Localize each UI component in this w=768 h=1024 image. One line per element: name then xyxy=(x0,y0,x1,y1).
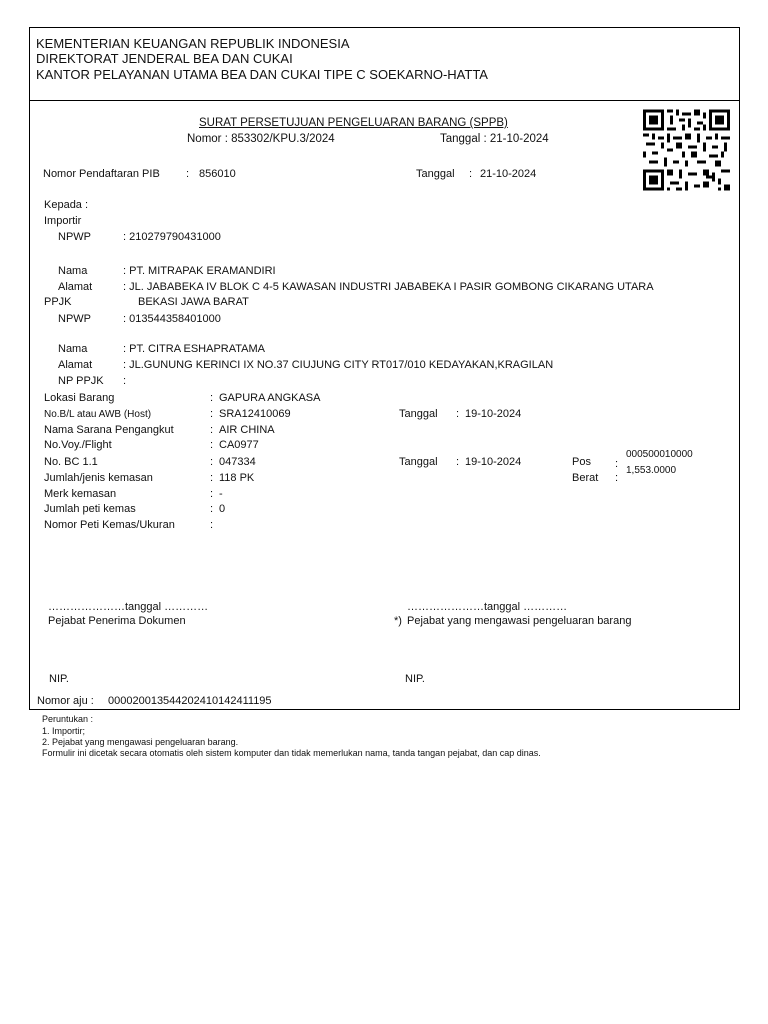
bl-awb-value: SRA12410069 xyxy=(219,408,291,420)
importir-alamat-value-line2: BEKASI JAWA BARAT xyxy=(138,296,249,308)
document-title: SURAT PERSETUJUAN PENGELUARAN BARANG (SPPB) xyxy=(199,117,508,129)
pib-date-value: 21-10-2024 xyxy=(480,168,537,180)
kepada-label: Kepada : xyxy=(44,199,89,211)
peruntukan-item-1: 1. Importir; xyxy=(42,726,86,736)
voy-flight-label: No.Voy./Flight xyxy=(44,439,112,451)
np-ppjk-label: NP PPJK xyxy=(58,375,104,387)
importir-npwp-label: NPWP xyxy=(58,231,91,243)
jumlah-peti-kemas-label: Jumlah peti kemas xyxy=(44,503,136,515)
pib-date-label: Tanggal xyxy=(416,168,455,180)
merk-kemasan-colon: : xyxy=(210,488,214,500)
right-signature-star: *) xyxy=(394,615,402,627)
office-name: KANTOR PELAYANAN UTAMA BEA DAN CUKAI TIPE C SOEKARNO-HATTA xyxy=(36,67,488,82)
directorate-name: DIREKTORAT JENDERAL BEA DAN CUKAI xyxy=(36,51,293,66)
ppjk-nama-label: Nama xyxy=(58,343,88,355)
ppjk-npwp-label: NPWP xyxy=(58,313,91,325)
nomor-aju-label: Nomor aju : xyxy=(37,695,94,707)
bl-date-value: 19-10-2024 xyxy=(465,408,522,420)
importir-npwp-value: : 210279790431000 xyxy=(123,231,221,243)
right-signature-title: Pejabat yang mengawasi pengeluaran barang xyxy=(407,615,632,627)
right-nip-label: NIP. xyxy=(405,673,425,685)
nomor-aju-value: 000020013544202410142411195 xyxy=(108,695,272,707)
left-signature-title: Pejabat Penerima Dokumen xyxy=(48,615,186,627)
berat-value: 1,553.0000 xyxy=(626,465,677,476)
pos-colon: : xyxy=(615,458,619,470)
lokasi-barang-value: GAPURA ANGKASA xyxy=(219,392,321,404)
bl-date-colon: : xyxy=(456,408,460,420)
ppjk-alamat-value: : JL.GUNUNG KERINCI IX NO.37 CIUJUNG CITY RT017/010 KEDAYAKAN,KRAGILAN xyxy=(123,359,554,371)
jumlah-kemasan-colon: : xyxy=(210,472,214,484)
pib-number-value: 856010 xyxy=(199,168,236,180)
ppjk-alamat-label: Alamat xyxy=(58,359,93,371)
sarana-pengangkut-value: AIR CHINA xyxy=(219,424,275,436)
document-number: Nomor : 853302/KPU.3/2024 xyxy=(187,133,335,145)
lokasi-barang-label: Lokasi Barang xyxy=(44,392,115,404)
voy-flight-colon: : xyxy=(210,439,214,451)
left-nip-label: NIP. xyxy=(49,673,69,685)
bl-date-label: Tanggal xyxy=(399,408,438,420)
peruntukan-heading: Peruntukan : xyxy=(42,714,94,724)
berat-colon: : xyxy=(615,472,619,484)
right-signature-date: …………………tanggal ………… xyxy=(407,601,568,613)
bc11-date-colon: : xyxy=(456,456,460,468)
ppjk-heading: PPJK xyxy=(44,296,72,308)
ministry-name: KEMENTERIAN KEUANGAN REPUBLIK INDONESIA xyxy=(36,36,350,51)
bc11-date-label: Tanggal xyxy=(399,456,438,468)
lokasi-barang-colon: : xyxy=(210,392,214,404)
bl-awb-colon: : xyxy=(210,408,214,420)
pos-label: Pos xyxy=(572,456,591,468)
nomor-peti-kemas-label: Nomor Peti Kemas/Ukuran xyxy=(44,519,175,531)
importir-heading: Importir xyxy=(44,215,82,227)
jumlah-peti-kemas-value: 0 xyxy=(219,503,226,515)
importir-alamat-label: Alamat xyxy=(58,281,93,293)
peruntukan-item-2: 2. Pejabat yang mengawasi pengeluaran barang. xyxy=(42,737,239,747)
footer-note: Formulir ini dicetak secara otomatis oleh sistem komputer dan tidak memerlukan nama, tanda tangan pejabat, dan cap dinas. xyxy=(42,748,541,758)
merk-kemasan-label: Merk kemasan xyxy=(44,488,117,500)
importir-nama-label: Nama xyxy=(58,265,88,277)
document-date: Tanggal : 21-10-2024 xyxy=(440,133,549,145)
merk-kemasan-value: - xyxy=(219,488,223,500)
berat-label: Berat xyxy=(572,472,599,484)
sarana-pengangkut-label: Nama Sarana Pengangkut xyxy=(44,424,174,436)
nomor-peti-kemas-colon: : xyxy=(210,519,214,531)
jumlah-kemasan-value: 118 PK xyxy=(219,472,255,484)
pos-value: 000500010000 xyxy=(626,449,693,460)
np-ppjk-value: : xyxy=(123,375,127,387)
sarana-pengangkut-colon: : xyxy=(210,424,214,436)
importir-nama-value: : PT. MITRAPAK ERAMANDIRI xyxy=(123,265,276,277)
bl-awb-label: No.B/L atau AWB (Host) xyxy=(44,409,152,420)
pib-number-label: Nomor Pendaftaran PIB xyxy=(43,168,160,180)
ppjk-npwp-value: : 013544358401000 xyxy=(123,313,221,325)
bc11-value: 047334 xyxy=(219,456,256,468)
left-signature-date: …………………tanggal ………… xyxy=(48,601,209,613)
jumlah-kemasan-label: Jumlah/jenis kemasan xyxy=(44,472,153,484)
qr-code xyxy=(643,109,730,191)
ppjk-nama-value: : PT. CITRA ESHAPRATAMA xyxy=(123,343,266,355)
bc11-label: No. BC 1.1 xyxy=(44,456,98,468)
bc11-colon: : xyxy=(210,456,214,468)
pib-date-colon: : xyxy=(469,168,473,180)
voy-flight-value: CA0977 xyxy=(219,439,259,451)
bc11-date-value: 19-10-2024 xyxy=(465,456,522,468)
pib-number-colon: : xyxy=(186,168,190,180)
importir-alamat-value: : JL. JABABEKA IV BLOK C 4-5 KAWASAN INDUSTRI JABABEKA I PASIR GOMBONG CIKARANG UTARA xyxy=(123,281,654,293)
jumlah-peti-kemas-colon: : xyxy=(210,503,214,515)
